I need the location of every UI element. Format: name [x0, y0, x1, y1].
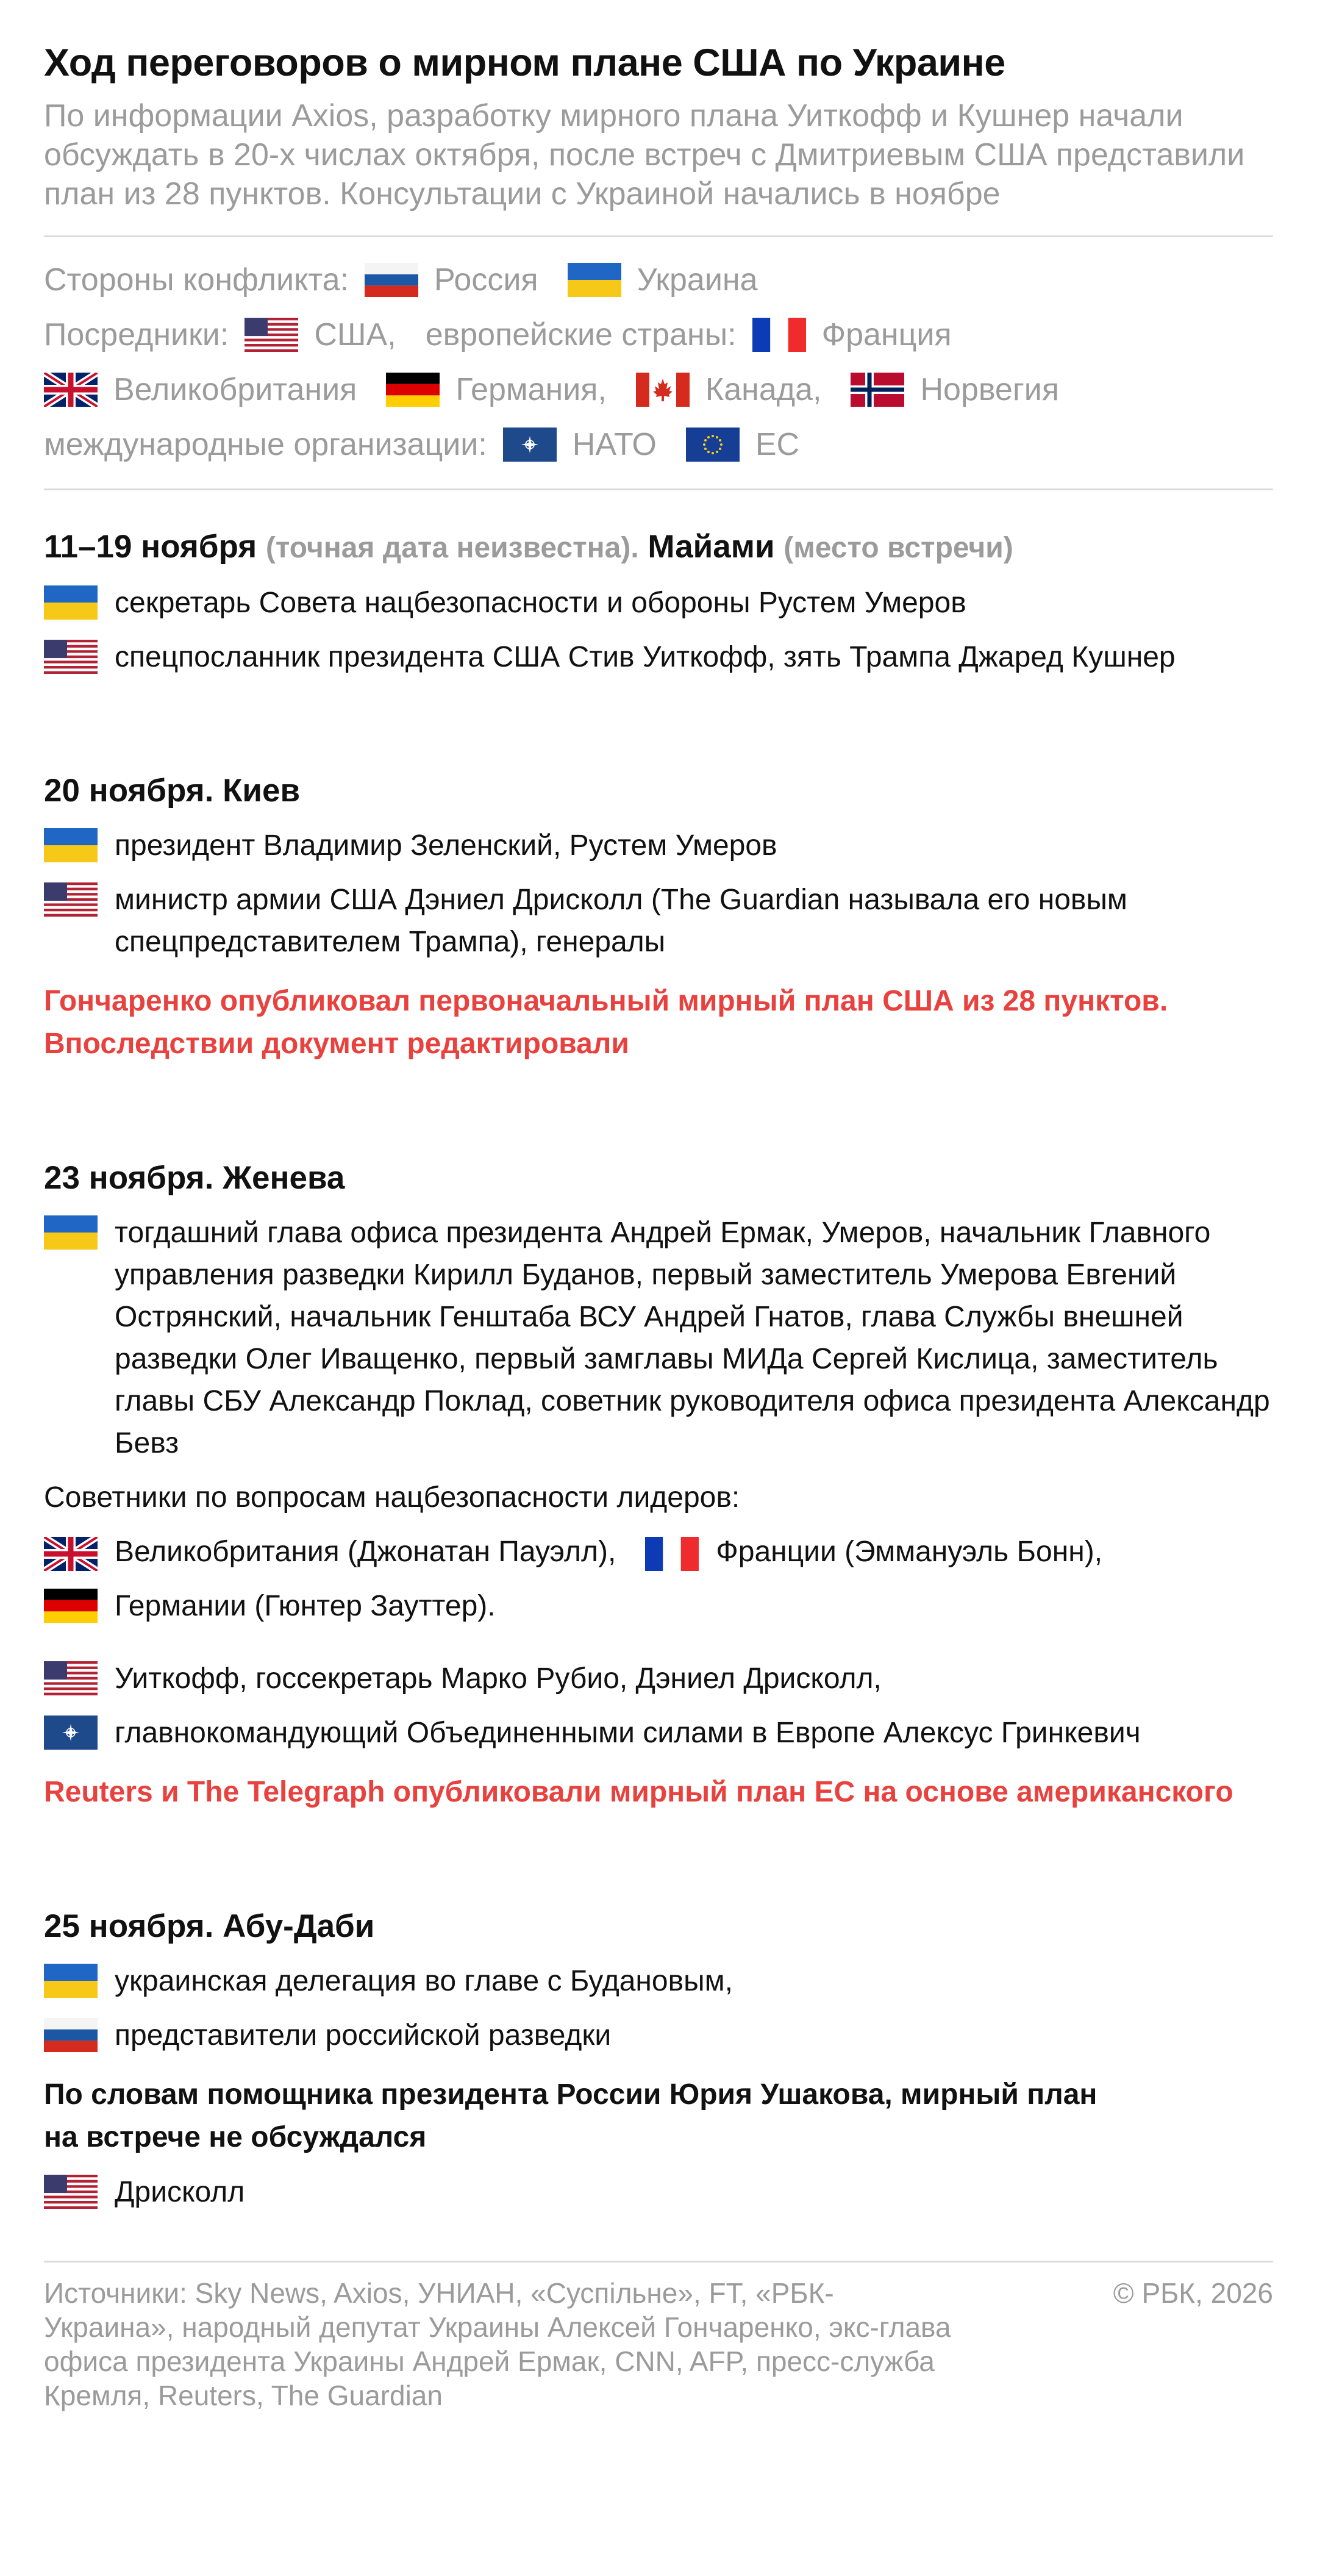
- section-note: Reuters и The Telegraph опубликовали мирный план ЕС на основе американского: [44, 1776, 1233, 1808]
- participant-row: [44, 582, 1273, 624]
- section-note: Гончаренко опубликовал первоначальный мирный план США из 28 пунктов. Впоследствии документ редактировали: [44, 985, 1168, 1060]
- section-kyiv: [44, 770, 1273, 1065]
- uk-flag-icon: [44, 1537, 98, 1571]
- participant-row: [44, 2014, 1273, 2056]
- germany-label: Германия,: [455, 372, 607, 407]
- section-place-note: (место встречи): [783, 532, 1013, 564]
- norway-flag-icon: [851, 373, 904, 407]
- section-heading: 25 ноября. Абу-Даби: [44, 1908, 375, 1944]
- divider: [44, 488, 1273, 490]
- france-flag-icon: [645, 1537, 699, 1571]
- section-abu-dhabi: [44, 1905, 1273, 2213]
- advisors-row: [44, 1531, 1273, 1573]
- nato-flag-icon: [44, 1716, 98, 1750]
- sources: Источники: Sky News, Axios, УНИАН, «Суспільне», FT, «РБК-Украина», народный депутат Украины Алексей Гончаренко, экс-глава офиса президента Украины Андрей Ермак, CNN, AFP, пресс-служба Кремля, Reuters, The Guardian: [44, 2277, 951, 2411]
- usa-flag-icon: [44, 2175, 98, 2209]
- usa-label: США,: [314, 317, 396, 352]
- uk-flag-icon: [44, 373, 98, 407]
- participant-text: президент Владимир Зеленский, Рустем Умеров: [115, 829, 777, 862]
- section-heading: [44, 526, 1273, 570]
- canada-label: Канада,: [705, 372, 822, 407]
- section-date: 11–19 ноября: [44, 529, 257, 565]
- usa-flag-icon: [44, 640, 98, 674]
- ukraine-label: Украина: [637, 262, 758, 298]
- participant-row: [44, 1960, 1273, 2002]
- footer: [44, 2276, 1273, 2413]
- section-date-note: (точная дата неизвестна).: [265, 532, 639, 564]
- ukraine-flag-icon: [44, 1964, 98, 1998]
- section-heading: 20 ноября. Киев: [44, 773, 301, 809]
- section-note: По словам помощника президента России Юрия Ушакова, мирный план на встрече не обсуждался: [44, 2078, 1098, 2153]
- uk-label: Великобритания: [113, 372, 357, 407]
- germany-flag-icon: [386, 373, 440, 407]
- ukraine-flag-icon: [568, 263, 621, 297]
- intl-row: [44, 425, 1273, 464]
- advisors-label: Советники по вопросам нацбезопасности лидеров:: [44, 1481, 740, 1514]
- france-flag-icon: [752, 318, 806, 352]
- participant-row: [44, 1212, 1273, 1464]
- european-row: [44, 370, 1273, 409]
- parties-legend: [44, 260, 1273, 464]
- eu-label: ЕС: [755, 427, 800, 462]
- advisor-france: Франции (Эммануэль Бонн),: [716, 1536, 1103, 1568]
- nato-label: НАТО: [572, 427, 657, 462]
- ukraine-flag-icon: [44, 828, 98, 862]
- participant-row: [44, 1658, 1273, 1700]
- usa-flag-icon: [44, 1661, 98, 1695]
- russia-label: Россия: [434, 262, 538, 298]
- subtitle: По информации Axios, разработку мирного плана Уиткофф и Кушнер начали обсуждать в 20-х числах октября, после встреч с Дмитриевым США представили план из 28 пунктов. Консультации с Украиной начались в ноябре: [44, 98, 1245, 212]
- canada-flag-icon: [636, 373, 690, 407]
- divider: [44, 235, 1273, 237]
- usa-flag-icon: [44, 882, 98, 917]
- european-label: европейские страны:: [425, 317, 737, 352]
- france-label: Франция: [821, 317, 952, 352]
- russia-flag-icon: [365, 263, 418, 297]
- participant-text: тогдашний глава офиса президента Андрей Ермак, Умеров, начальник Главного управления разведки Кирилл Буданов, первый заместитель Умерова Евгений Острянский, начальник Генштаба ВСУ Андрей Гнатов, глава Службы внешней разведки Олег Иващенко, первый замглавы МИДа Сергей Кислица, заместитель главы СБУ Александр Поклад, советник руководителя офиса президента Александр Бевз: [115, 1217, 1270, 1459]
- copyright: © РБК, 2026: [1113, 2277, 1273, 2309]
- participant-text: Уиткофф, госсекретарь Марко Рубио, Дэниел Дрисколл,: [115, 1662, 882, 1695]
- section-miami: [44, 526, 1273, 678]
- page-title: Ход переговоров о мирном плане США по Украине: [44, 41, 1005, 84]
- section-heading: 23 ноября. Женева: [44, 1160, 345, 1196]
- participant-text: секретарь Совета нацбезопасности и обороны Рустем Умеров: [115, 587, 966, 619]
- participant-text: украинская делегация во главе с Будановым,: [115, 1965, 733, 1997]
- mediators-row: [44, 315, 1273, 354]
- participant-text: главнокомандующий Объединенными силами в Европе Алексус Гринкевич: [115, 1717, 1141, 1749]
- intl-label: международные организации:: [44, 427, 487, 462]
- mediators-label: Посредники:: [44, 317, 229, 352]
- ukraine-flag-icon: [44, 1215, 98, 1250]
- divider: [44, 2261, 1273, 2263]
- infographic: [44, 37, 1273, 2413]
- participant-text: министр армии США Дэниел Дрисколл (The Guardian называла его новым спецпредставителем Трампа), генералы: [115, 884, 1127, 958]
- sides-row: [44, 260, 1273, 299]
- section-geneva: [44, 1157, 1273, 1814]
- participant-text: спецпосланник президента США Стив Уиткофф, зять Трампа Джаред Кушнер: [115, 641, 1176, 673]
- germany-flag-icon: [44, 1589, 98, 1623]
- participant-text: Дрисколл: [115, 2176, 245, 2208]
- norway-label: Норвегия: [920, 372, 1059, 407]
- participant-row: [44, 636, 1273, 678]
- eu-flag-icon: [686, 428, 740, 462]
- participant-row: [44, 879, 1273, 963]
- sides-label: Стороны конфликта:: [44, 262, 349, 298]
- participant-row: [44, 1585, 1273, 1627]
- section-place: Майами: [648, 529, 775, 565]
- participant-row: [44, 2171, 1273, 2213]
- participant-row: [44, 1712, 1273, 1754]
- usa-flag-icon: [244, 318, 298, 352]
- ukraine-flag-icon: [44, 585, 98, 620]
- advisor-uk: Великобритания (Джонатан Пауэлл),: [115, 1536, 616, 1568]
- participant-text: представители российской разведки: [115, 2019, 612, 2052]
- nato-flag-icon: [503, 428, 557, 462]
- participant-row: [44, 825, 1273, 867]
- russia-flag-icon: [44, 2018, 98, 2052]
- advisor-germany: Германии (Гюнтер Зауттер).: [115, 1590, 496, 1622]
